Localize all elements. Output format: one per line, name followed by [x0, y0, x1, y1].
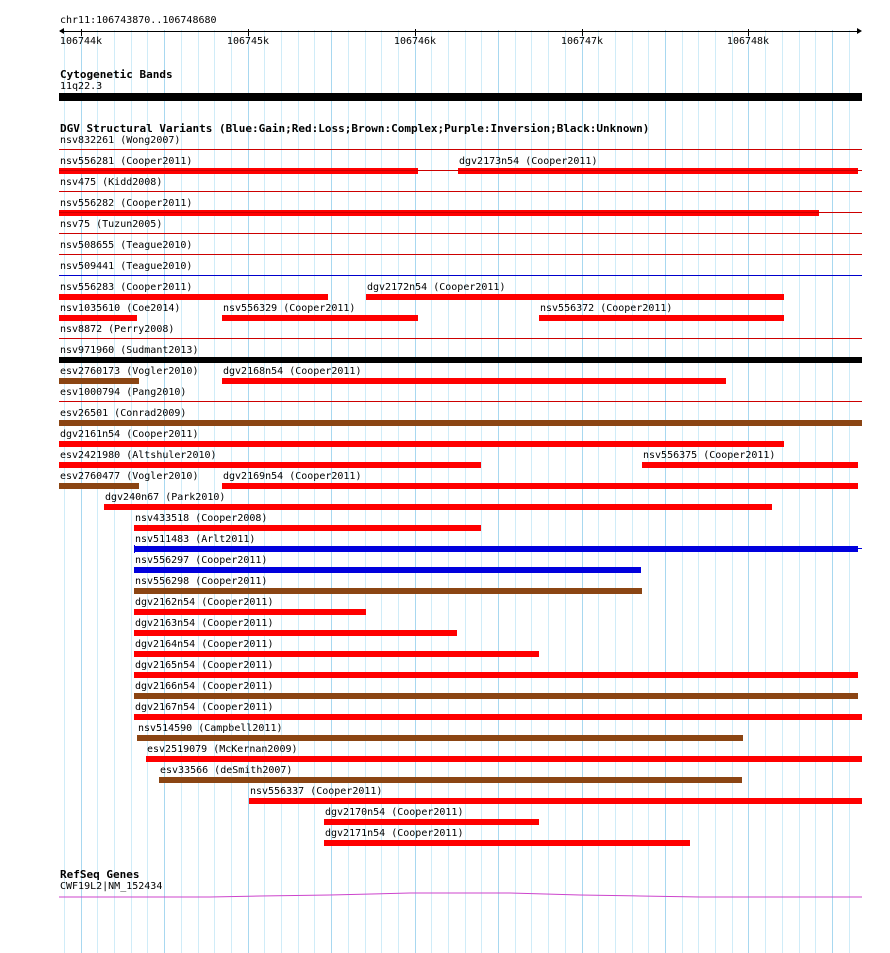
ruler-tick [415, 29, 416, 36]
variant-label[interactable]: nsv556375 (Cooper2011) [643, 450, 776, 461]
variant-bar-loss[interactable] [222, 483, 858, 489]
cytoband-bar[interactable] [59, 93, 862, 101]
variant-label[interactable]: dgv2168n54 (Cooper2011) [223, 366, 362, 377]
variant-bar-loss[interactable] [59, 294, 328, 300]
variant-bar-loss[interactable] [539, 315, 784, 321]
variant-bar-loss[interactable] [222, 378, 726, 384]
ruler-tick [248, 29, 249, 36]
ruler-tick [582, 29, 583, 36]
variant-bar-complex[interactable] [134, 693, 858, 699]
row-separator [59, 233, 862, 234]
variant-label[interactable]: dgv2167n54 (Cooper2011) [135, 702, 274, 713]
variant-label[interactable]: esv2421980 (Altshuler2010) [60, 450, 217, 461]
variant-bar-loss[interactable] [134, 609, 366, 615]
variant-bar-loss[interactable] [59, 462, 481, 468]
ruler-axis-line [60, 31, 860, 32]
variant-bar-unknown[interactable] [59, 357, 862, 363]
variant-bar-loss[interactable] [59, 441, 784, 447]
variant-label[interactable]: esv1000794 (Pang2010) [60, 387, 187, 398]
row-separator [59, 191, 862, 192]
ruler-tick [748, 29, 749, 36]
variant-label[interactable]: nsv475 (Kidd2008) [60, 177, 163, 188]
ruler-tick-label: 106746k [393, 36, 437, 47]
variant-label[interactable]: dgv2173n54 (Cooper2011) [459, 156, 598, 167]
variant-bar-loss[interactable] [134, 714, 862, 720]
variant-bar-loss[interactable] [324, 819, 539, 825]
variant-bar-loss[interactable] [146, 756, 862, 762]
refseq-gene-line[interactable] [0, 888, 890, 902]
ruler-arrow-right [857, 28, 862, 34]
variant-bar-complex[interactable] [159, 777, 742, 783]
variant-bar-loss[interactable] [134, 630, 457, 636]
variant-label[interactable]: nsv832261 (Wong2007) [60, 135, 181, 146]
variant-bar-loss[interactable] [134, 672, 858, 678]
row-separator [59, 149, 862, 150]
variant-label[interactable]: dgv2161n54 (Cooper2011) [60, 429, 199, 440]
variant-label[interactable]: esv2519079 (McKernan2009) [147, 744, 298, 755]
variant-bar-loss[interactable] [642, 462, 858, 468]
variant-bar-loss[interactable] [134, 651, 539, 657]
variant-label[interactable]: nsv433518 (Cooper2008) [135, 513, 268, 524]
variant-label[interactable]: esv2760477 (Vogler2010) [60, 471, 199, 482]
ruler-tick-label: 106747k [560, 36, 604, 47]
variant-extent-line [134, 548, 862, 549]
variant-label[interactable]: dgv2172n54 (Cooper2011) [367, 282, 506, 293]
row-separator [59, 401, 862, 402]
refseq-track-title: RefSeq Genes [60, 868, 140, 881]
variant-bar-loss[interactable] [104, 504, 772, 510]
variant-bar-loss[interactable] [59, 315, 137, 321]
variant-label[interactable]: nsv556329 (Cooper2011) [223, 303, 356, 314]
variant-label[interactable]: dgv2163n54 (Cooper2011) [135, 618, 274, 629]
ruler-tick-label: 106748k [726, 36, 770, 47]
variant-label[interactable]: dgv240n67 (Park2010) [105, 492, 226, 503]
cytogenetic-bands-title: Cytogenetic Bands [60, 68, 173, 81]
variant-label[interactable]: nsv556283 (Cooper2011) [60, 282, 193, 293]
ruler-tick [81, 29, 82, 36]
variant-label[interactable]: dgv2169n54 (Cooper2011) [223, 471, 362, 482]
variant-label[interactable]: esv2760173 (Vogler2010) [60, 366, 199, 377]
variant-label[interactable]: nsv556281 (Cooper2011) [60, 156, 193, 167]
variant-bar-gain[interactable] [134, 567, 641, 573]
dgv-track-title: DGV Structural Variants (Blue:Gain;Red:Loss;Brown:Complex;Purple:Inversion;Black:Unknown) [60, 122, 650, 135]
variant-label[interactable]: nsv511483 (Arlt2011) [135, 534, 256, 545]
row-separator [59, 338, 862, 339]
variant-label[interactable]: dgv2165n54 (Cooper2011) [135, 660, 274, 671]
variant-label[interactable]: dgv2170n54 (Cooper2011) [325, 807, 464, 818]
variant-bar-loss[interactable] [366, 294, 784, 300]
variant-label[interactable]: nsv508655 (Teague2010) [60, 240, 193, 251]
gene-model-line [59, 893, 862, 897]
variant-label[interactable]: dgv2166n54 (Cooper2011) [135, 681, 274, 692]
row-separator [59, 254, 862, 255]
variant-bar-loss[interactable] [59, 210, 819, 216]
row-separator [59, 275, 862, 276]
refseq-gene-label: CWF19L2|NM_152434 [60, 881, 163, 892]
variant-label[interactable]: nsv75 (Tuzun2005) [60, 219, 163, 230]
variant-bar-loss[interactable] [458, 168, 858, 174]
row-separator [59, 212, 862, 213]
variant-label[interactable]: nsv514590 (Campbell2011) [138, 723, 283, 734]
ruler-arrow-left [59, 28, 64, 34]
variant-bar-loss[interactable] [59, 168, 418, 174]
row-separator [59, 170, 862, 171]
variant-bar-gain[interactable] [134, 546, 858, 552]
variant-bar-loss[interactable] [249, 798, 862, 804]
variant-label[interactable]: dgv2171n54 (Cooper2011) [325, 828, 464, 839]
ruler-tick-label: 106745k [226, 36, 270, 47]
ruler-tick-label: 106744k [59, 36, 103, 47]
variant-bar-complex[interactable] [59, 483, 139, 489]
variant-label[interactable]: nsv556282 (Cooper2011) [60, 198, 193, 209]
variant-bar-complex[interactable] [137, 735, 743, 741]
variant-label[interactable]: dgv2162n54 (Cooper2011) [135, 597, 274, 608]
variant-label[interactable]: nsv971960 (Sudmant2013) [60, 345, 199, 356]
variant-bar-loss[interactable] [324, 840, 690, 846]
variant-bar-complex[interactable] [59, 420, 862, 426]
variant-bar-complex[interactable] [59, 378, 139, 384]
variant-label[interactable]: nsv8872 (Perry2008) [60, 324, 175, 335]
variant-label[interactable]: nsv556297 (Cooper2011) [135, 555, 268, 566]
cytoband-label: 11q22.3 [60, 81, 103, 92]
variant-label[interactable]: nsv556298 (Cooper2011) [135, 576, 268, 587]
variant-extent-cap [134, 545, 135, 553]
variant-label[interactable]: nsv509441 (Teague2010) [60, 261, 193, 272]
variant-label[interactable]: esv33566 (deSmith2007) [160, 765, 293, 776]
variant-label[interactable]: nsv556372 (Cooper2011) [540, 303, 673, 314]
variant-bar-loss[interactable] [222, 315, 418, 321]
variant-label[interactable]: esv26501 (Conrad2009) [60, 408, 187, 419]
location-label: chr11:106743870..106748680 [60, 15, 217, 26]
variant-label[interactable]: dgv2164n54 (Cooper2011) [135, 639, 274, 650]
variant-bar-complex[interactable] [134, 588, 642, 594]
variant-label[interactable]: nsv1035610 (Coe2014) [60, 303, 181, 314]
variant-label[interactable]: nsv556337 (Cooper2011) [250, 786, 383, 797]
variant-bar-loss[interactable] [134, 525, 481, 531]
